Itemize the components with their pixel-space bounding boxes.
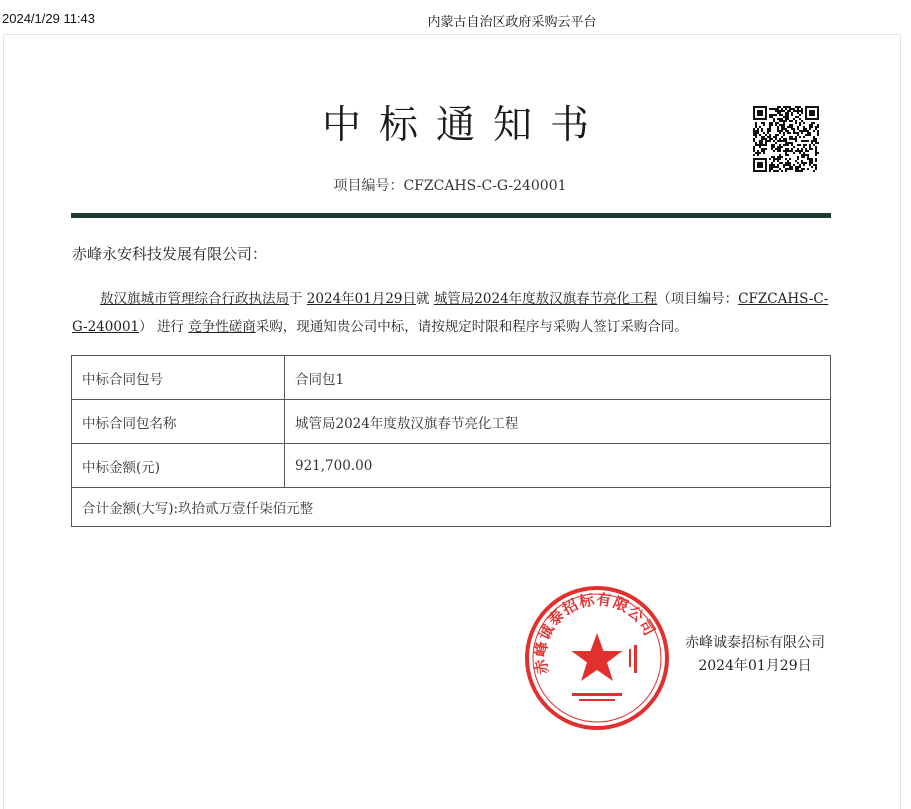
recipient: 赤峰永安科技发展有限公司：	[72, 245, 268, 263]
table-value: 城管局2024年度敖汉旗春节亮化工程	[285, 400, 831, 444]
print-datetime: 2024/1/29 11:43	[2, 11, 96, 26]
project-number-value: CFZCAHS-C-G-240001	[403, 178, 567, 194]
notice-title: 中标通知书	[321, 103, 607, 148]
body-on: 于	[289, 291, 303, 307]
body-conduct: 进行	[156, 319, 184, 335]
total-amount	[72, 488, 831, 527]
project-number	[0, 175, 900, 195]
table-row	[72, 400, 831, 444]
body-project-prefix: （项目编号：	[657, 291, 739, 307]
title-divider	[71, 213, 831, 218]
table-label: 中标合同包名称	[72, 400, 285, 444]
table-total-row	[72, 488, 831, 527]
body-rest: 采购，现通知贵公司中标，请按规定时限和程序与采购人签订采购合同。	[255, 319, 688, 335]
table-row	[72, 444, 831, 488]
sign-date: 2024年01月29日	[698, 658, 812, 674]
table-value: 合同包1	[285, 356, 831, 400]
body-regarding: 就	[416, 291, 430, 307]
notice-body	[72, 285, 832, 341]
project-number-label: 项目编号：	[333, 178, 404, 194]
award-table	[71, 355, 831, 527]
platform-name: 内蒙古自治区政府采购云平台	[427, 14, 597, 29]
body-project-number: CFZCAHS-C-G-240001	[72, 291, 829, 335]
procurement-method: 竞争性磋商	[188, 319, 256, 335]
table-row	[72, 356, 831, 400]
signer-block	[640, 632, 870, 678]
print-header	[0, 0, 911, 34]
qr-code-icon	[753, 106, 821, 172]
award-date: 2024年01月29日	[306, 291, 417, 307]
table-label: 中标金额(元)	[72, 444, 285, 488]
table-label: 中标合同包号	[72, 356, 285, 400]
table-value: 921,700.00	[285, 444, 831, 488]
total-value: 玖拾贰万壹仟柒佰元整	[178, 501, 314, 517]
agency-name: 赤峰诚泰招标有限公司	[685, 635, 825, 651]
body-project-suffix: ）	[139, 319, 153, 335]
seal-text: 赤峰诚泰招标有限公司	[531, 590, 660, 676]
total-label: 合计金额(大写):	[82, 501, 179, 517]
project-name: 城管局2024年度敖汉旗春节亮化工程	[433, 291, 658, 307]
purchaser: 敖汉旗城市管理综合行政执法局	[100, 291, 289, 307]
